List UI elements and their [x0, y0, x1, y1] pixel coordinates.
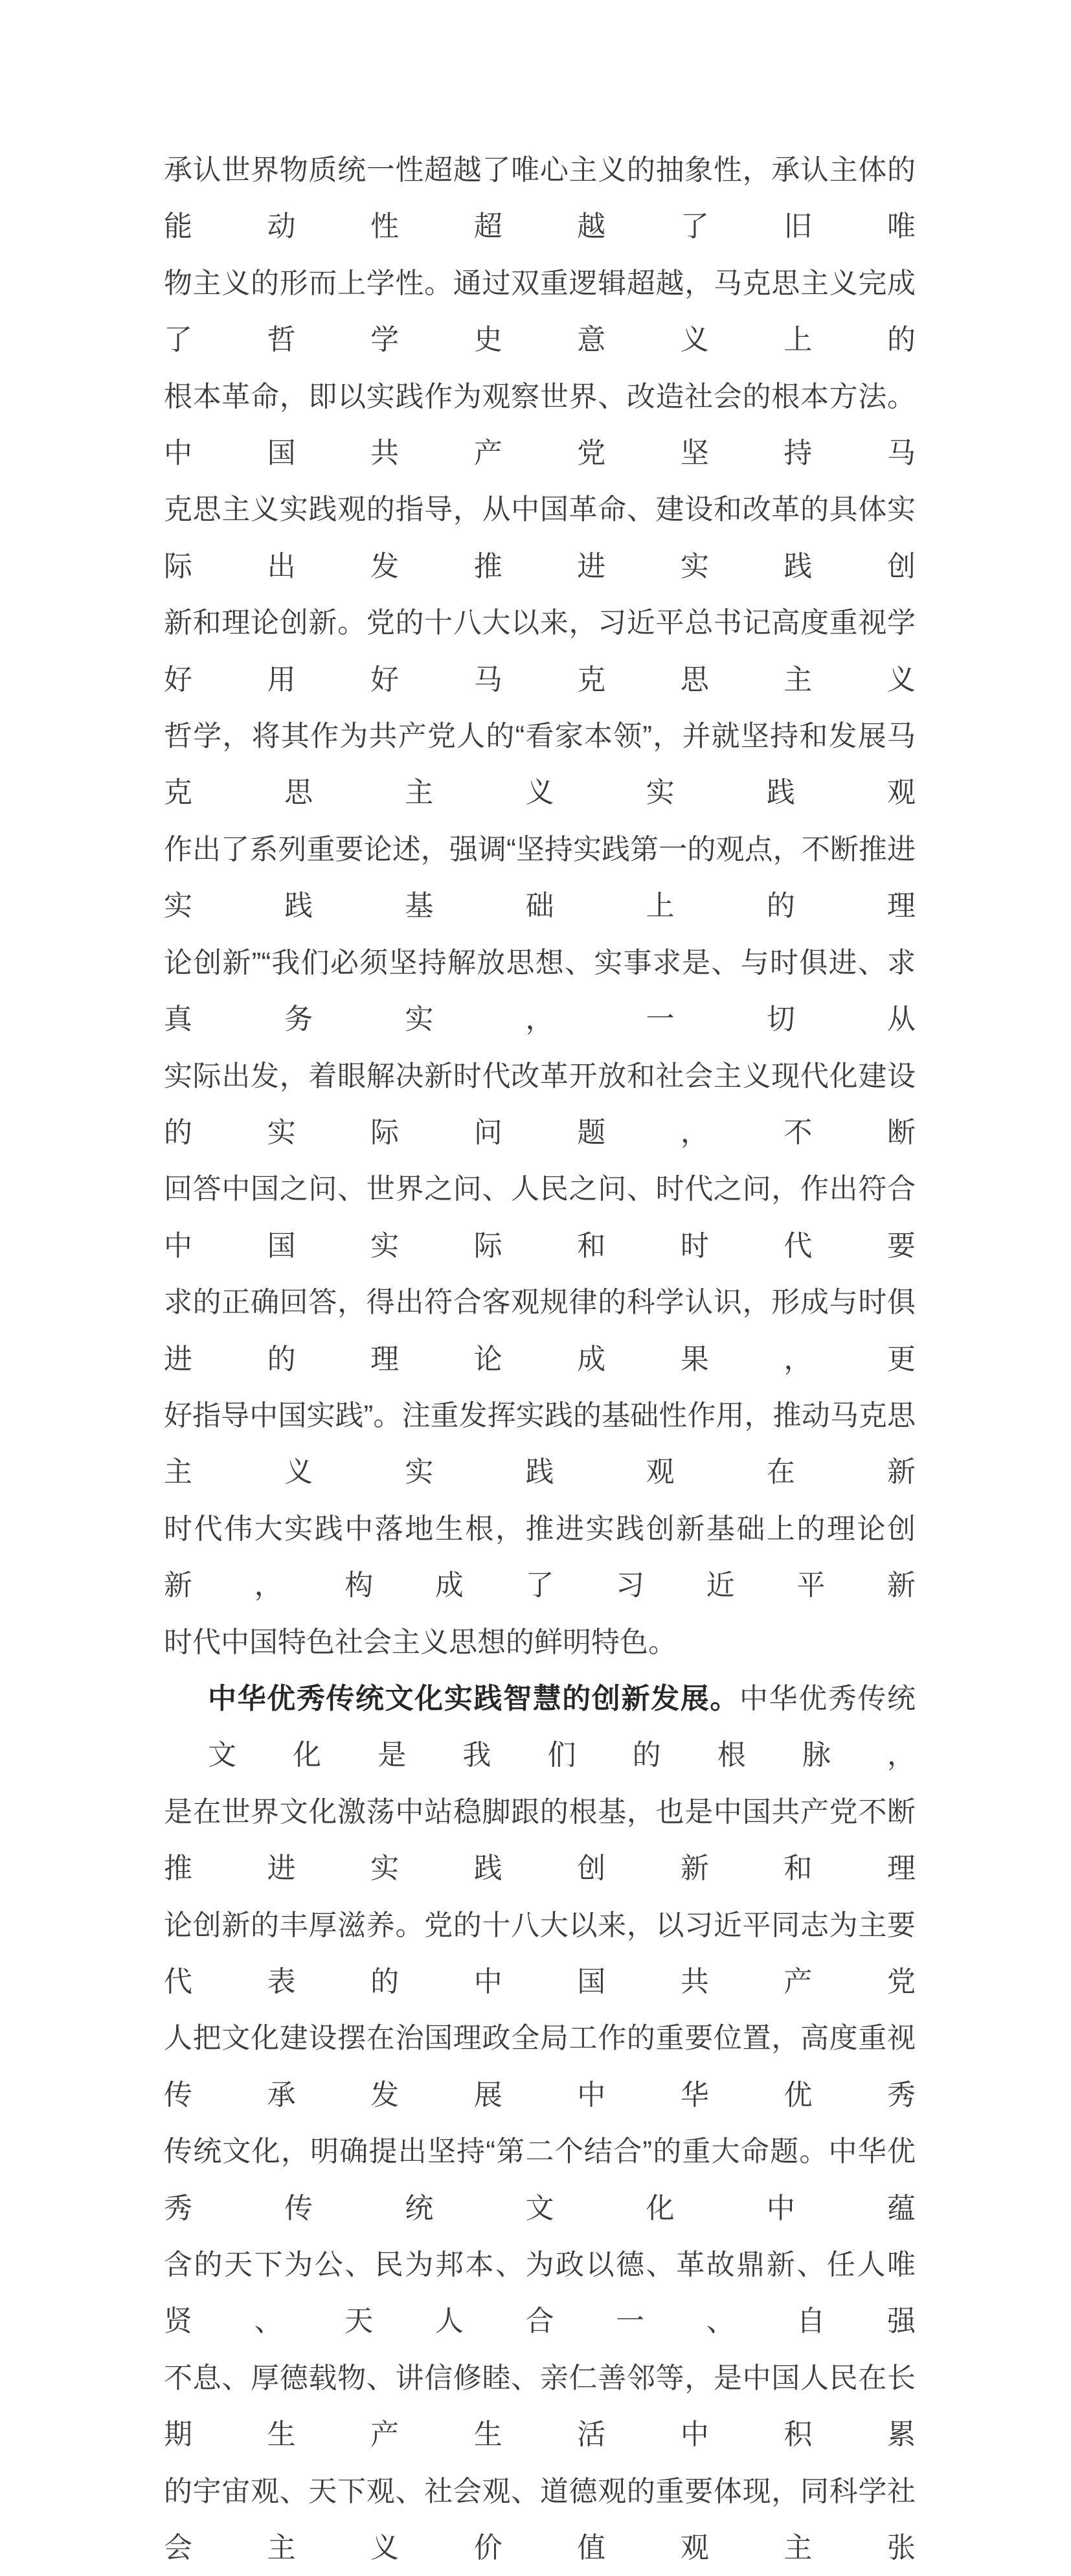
- document-page: [164, 142, 916, 2576]
- text-line: 回答中国之问、世界之问、人民之问、时代之问，作出符合中国实际和时代要: [164, 1173, 916, 1262]
- text-line-heading: [164, 1670, 916, 1784]
- text-line: 人把文化建设摆在治国理政全局工作的重要位置，高度重视传承发展中华优秀: [164, 2022, 916, 2111]
- text-line: 求的正确回答，得出符合客观规律的科学认识，形成与时俱进的理论成果，更: [164, 1286, 916, 1375]
- text-line: 含的天下为公、民为邦本、为政以德、革故鼎新、任人唯贤、天人合一、自强: [164, 2249, 916, 2338]
- paragraph-practice-view: [164, 142, 916, 1670]
- text-line: 传统文化，明确提出坚持“第二个结合”的重大命题。中华优秀传统文化中蕴: [164, 2136, 916, 2224]
- text-line: 时代中国特色社会主义思想的鲜明特色。: [164, 1626, 677, 1658]
- text-span: 中华优秀传统文化是我们的根脉，: [208, 1682, 916, 1772]
- text-line: 作出了系列重要论述，强调“坚持实践第一的观点，不断推进实践基础上的理: [164, 833, 916, 922]
- text-line: 是在世界文化激荡中站稳脚跟的根基，也是中国共产党不断推进实践创新和理: [164, 1795, 916, 1885]
- text-line: 不息、厚德载物、讲信修睦、亲仁善邻等，是中国人民在长期生产生活中积累: [164, 2362, 916, 2451]
- text-line: 根本革命，即以实践作为观察世界、改造社会的根本方法。中国共产党坚持马: [164, 380, 916, 470]
- text-line: 新和理论创新。党的十八大以来，习近平总书记高度重视学好用好马克思主义: [164, 607, 916, 696]
- text-line: 哲学，将其作为共产党人的“看家本领”，并就坚持和发展马克思主义实践观: [164, 720, 916, 809]
- text-line: 承认世界物质统一性超越了唯心主义的抽象性，承认主体的能动性超越了旧唯: [164, 154, 916, 243]
- section-heading: 中华优秀传统文化实践智慧的创新发展。: [208, 1682, 739, 1715]
- text-line: 的宇宙观、天下观、社会观、道德观的重要体现，同科学社会主义价值观主张: [164, 2475, 916, 2564]
- text-line: 克思主义实践观的指导，从中国革命、建设和改革的具体实际出发推进实践创: [164, 494, 916, 582]
- text-line: 好指导中国实践”。注重发挥实践的基础性作用，推动马克思主义实践观在新: [164, 1399, 916, 1488]
- text-line: 论创新”“我们必须坚持解放思想、实事求是、与时俱进、求真务实，一切从: [164, 946, 916, 1036]
- text-line: 论创新的丰厚滋养。党的十八大以来，以习近平同志为主要代表的中国共产党: [164, 1909, 916, 1998]
- text-line: 物主义的形而上学性。通过双重逻辑超越，马克思主义完成了哲学史意义上的: [164, 267, 916, 356]
- text-line: 时代伟大实践中落地生根，推进实践创新基础上的理论创新，构成了习近平新: [164, 1512, 916, 1602]
- text-line: 实际出发，着眼解决新时代改革开放和社会主义现代化建设的实际问题，不断: [164, 1060, 916, 1148]
- paragraph-traditional-culture: [164, 1670, 916, 2576]
